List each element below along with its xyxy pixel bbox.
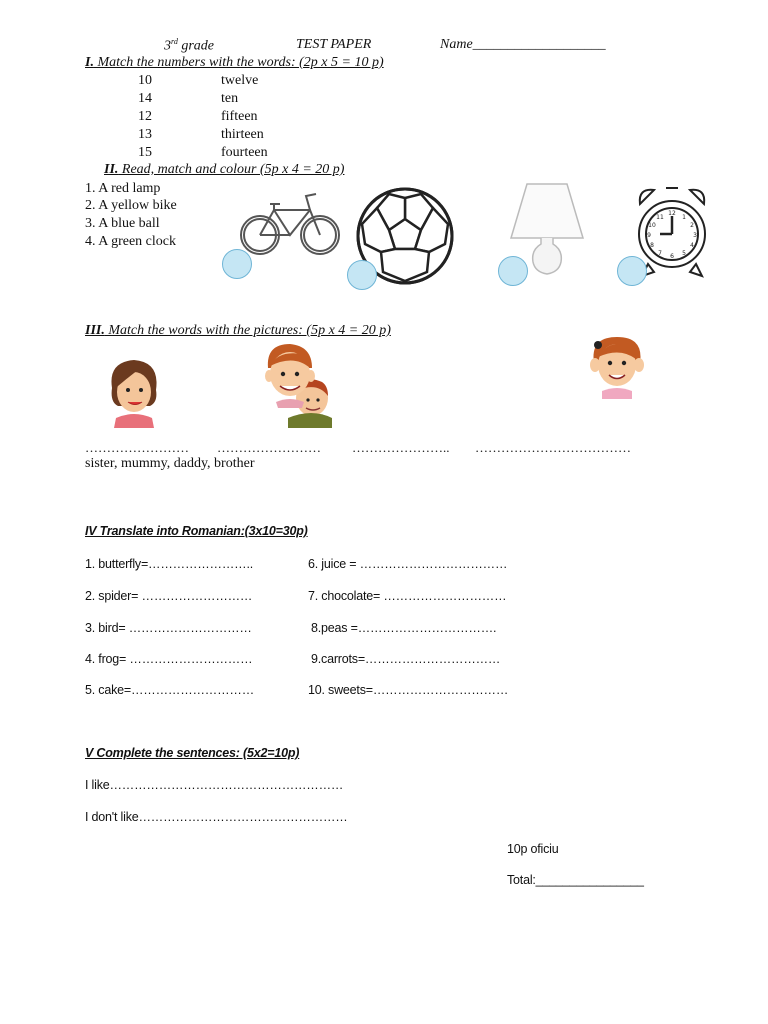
word-item: thirteen xyxy=(221,127,264,142)
colour-circle[interactable] xyxy=(498,256,528,286)
svg-text:9: 9 xyxy=(647,232,651,239)
svg-text:2: 2 xyxy=(690,222,694,229)
bike-icon xyxy=(236,188,346,260)
answer-blank[interactable]: …………………… xyxy=(217,440,321,455)
svg-text:5: 5 xyxy=(682,250,686,257)
number-item: 10 xyxy=(138,73,152,88)
svg-text:7: 7 xyxy=(658,250,662,257)
svg-text:12: 12 xyxy=(668,210,676,217)
number-item: 15 xyxy=(138,145,152,160)
total-field[interactable]: Total:________________ xyxy=(507,873,644,887)
number-item: 14 xyxy=(138,91,152,106)
section-4-heading: IV Translate into Romanian:(3x10=30p) xyxy=(85,524,308,538)
sentence-line[interactable]: I like………………………………………………… xyxy=(85,778,344,792)
translate-item[interactable]: 2. spider= ……………………… xyxy=(85,589,253,603)
colour-item: 4. A green clock xyxy=(85,234,176,249)
sentence-line[interactable]: I don't like…………………………………………… xyxy=(85,810,348,824)
page-title: TEST PAPER xyxy=(296,37,372,52)
section-5-heading: V Complete the sentences: (5x2=10p) xyxy=(85,746,300,760)
section-2-heading: II. Read, match and colour (5p x 4 = 20 p) xyxy=(104,162,345,177)
brother-and-father-faces xyxy=(258,342,336,428)
section-3-heading: III. Match the words with the pictures: (5p x 4 = 20 p) xyxy=(85,323,391,338)
word-item: fifteen xyxy=(221,109,258,124)
svg-text:11: 11 xyxy=(656,214,664,221)
sister-face xyxy=(584,333,650,401)
translate-item[interactable]: 7. chocolate= ………………………… xyxy=(308,589,507,603)
colour-circle[interactable] xyxy=(347,260,377,290)
translate-item[interactable]: 6. juice = ……………………………… xyxy=(308,557,508,571)
word-item: ten xyxy=(221,91,239,106)
translate-item[interactable]: 1. butterfly=…………………….. xyxy=(85,557,254,571)
svg-text:6: 6 xyxy=(670,253,674,260)
translate-item[interactable]: 9.carrots=…………………………… xyxy=(311,652,501,666)
answer-blank[interactable]: ………………….. xyxy=(352,440,450,455)
translate-item[interactable]: 8.peas =……………………………. xyxy=(311,621,497,635)
svg-text:4: 4 xyxy=(690,242,694,249)
translate-item[interactable]: 5. cake=………………………… xyxy=(85,683,255,697)
section-1-heading: I. Match the numbers with the words: (2p x 5 = 10 p) xyxy=(85,55,384,70)
number-item: 12 xyxy=(138,109,152,124)
word-bank: sister, mummy, daddy, brother xyxy=(85,456,255,471)
svg-text:3: 3 xyxy=(693,232,697,239)
answer-blank[interactable]: …………………… xyxy=(85,440,189,455)
translate-item[interactable]: 4. frog= ………………………… xyxy=(85,652,253,666)
word-item: fourteen xyxy=(221,145,268,160)
word-item: twelve xyxy=(221,73,259,88)
number-item: 13 xyxy=(138,127,152,142)
svg-text:8: 8 xyxy=(650,242,654,249)
svg-text:1: 1 xyxy=(682,214,686,221)
mother-face xyxy=(104,356,164,430)
answer-blank[interactable]: ……………………………… xyxy=(475,440,631,455)
name-field: Name___________________ xyxy=(440,37,606,52)
translate-item[interactable]: 3. bird= ………………………… xyxy=(85,621,252,635)
colour-circle[interactable] xyxy=(617,256,647,286)
colour-circle[interactable] xyxy=(222,249,252,279)
translate-item[interactable]: 10. sweets=…………………………… xyxy=(308,683,509,697)
grade-label: 3rd grade xyxy=(164,37,214,54)
colour-item: 1. A red lamp xyxy=(85,181,161,196)
colour-item: 2. A yellow bike xyxy=(85,198,177,213)
svg-text:10: 10 xyxy=(648,222,656,229)
oficiu-points: 10p oficiu xyxy=(507,842,559,856)
colour-item: 3. A blue ball xyxy=(85,216,160,231)
